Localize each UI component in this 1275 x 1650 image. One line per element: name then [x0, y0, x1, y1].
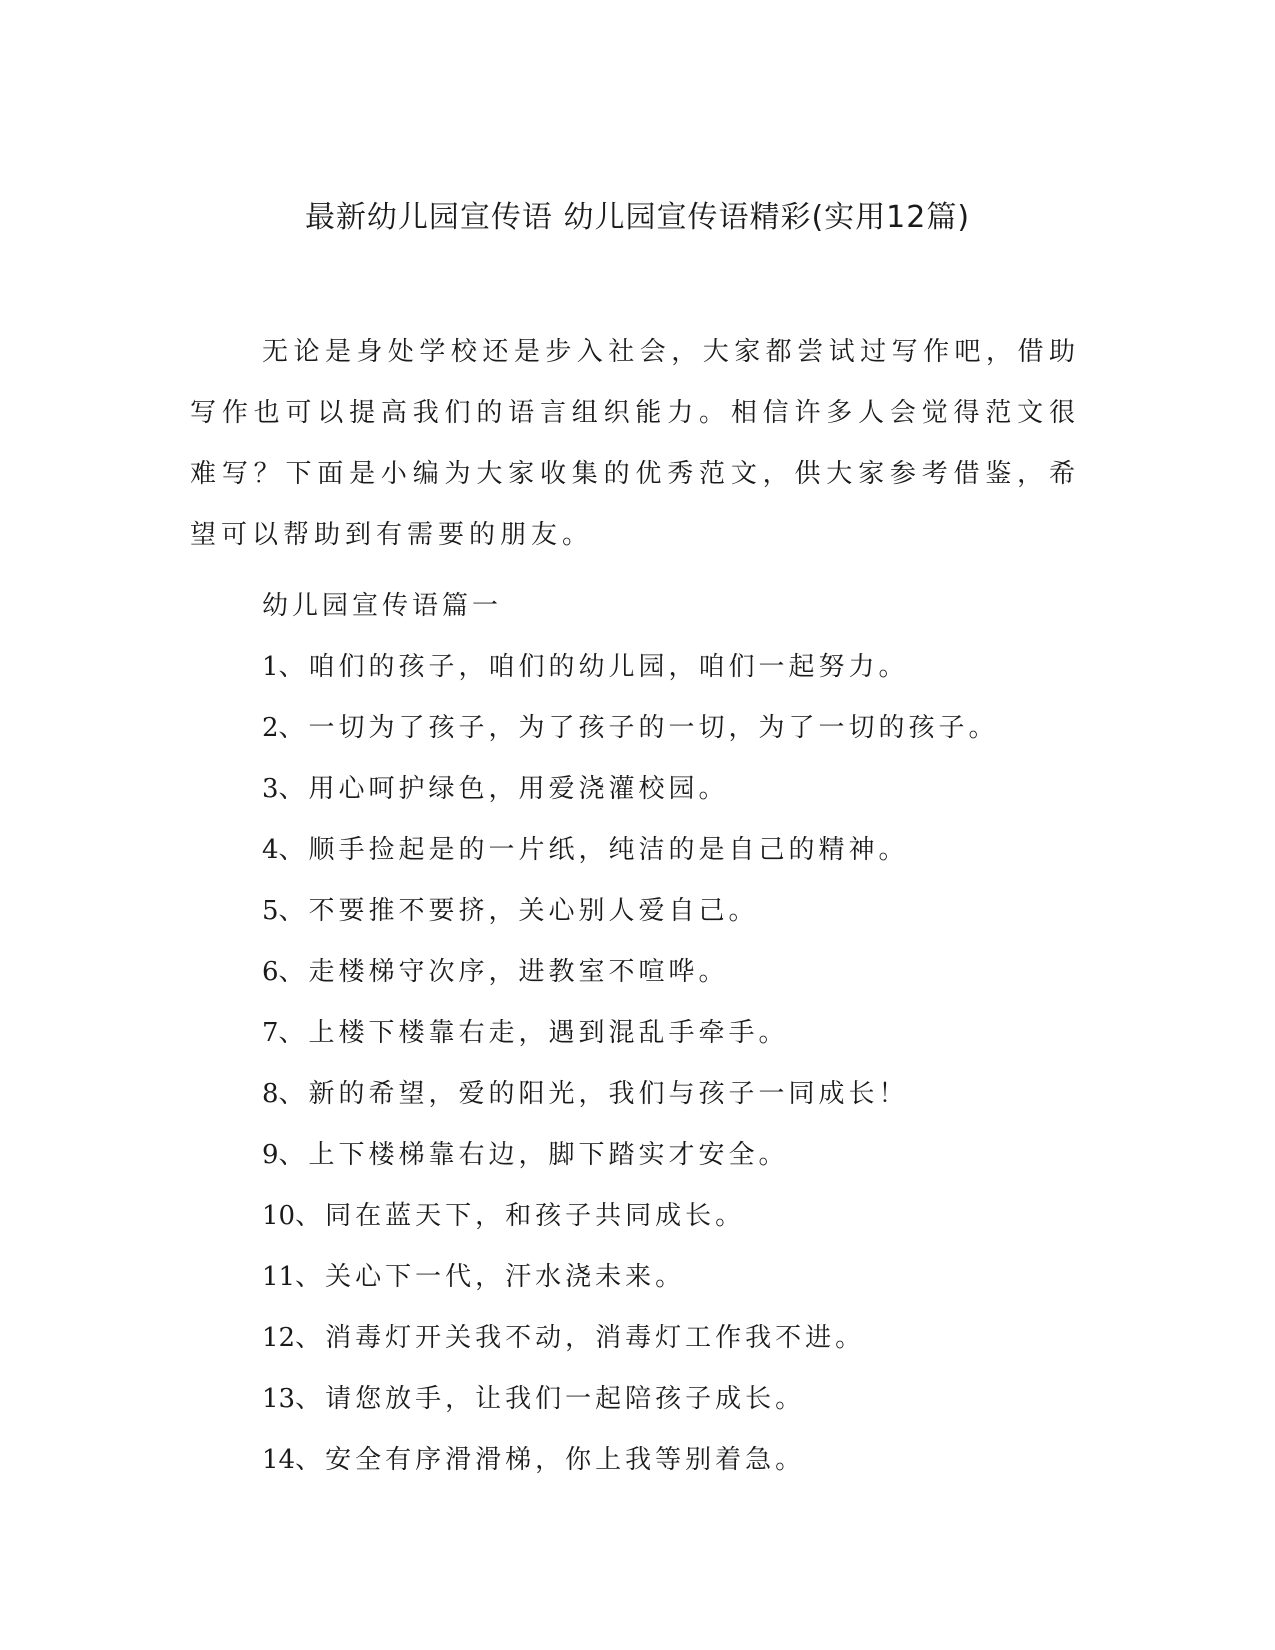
item-text: 、请您放手，让我们一起陪孩子成长。	[295, 1384, 806, 1414]
item-number: 3	[262, 774, 279, 804]
item-number: 14	[262, 1445, 296, 1475]
item-number: 8	[262, 1079, 279, 1109]
list-item	[262, 881, 1082, 942]
item-text: 、走楼梯守次序，进教室不喧哗。	[278, 957, 729, 987]
item-number: 1	[262, 652, 279, 682]
item-text: 、用心呵护绿色，用爱浇灌校园。	[278, 774, 729, 804]
list-item	[262, 1369, 1082, 1430]
item-text: 、咱们的孩子，咱们的幼儿园，咱们一起努力。	[278, 652, 909, 682]
list-item	[262, 1064, 1082, 1125]
item-text: 、消毒灯开关我不动，消毒灯工作我不进。	[295, 1323, 866, 1353]
list-item	[262, 1308, 1082, 1369]
list-item	[262, 942, 1082, 1003]
item-text: 、新的希望，爱的阳光，我们与孩子一同成长！	[278, 1079, 909, 1109]
item-number: 12	[262, 1323, 296, 1353]
slogan-list	[262, 637, 1082, 1491]
list-item	[262, 1125, 1082, 1186]
document-title: 最新幼儿园宣传语 幼儿园宣传语精彩(实用12篇)	[304, 200, 971, 235]
item-text: 、上楼下楼靠右走，遇到混乱手牵手。	[278, 1018, 789, 1048]
slogan-section	[262, 576, 1082, 1491]
section-heading: 幼儿园宣传语篇一	[262, 591, 503, 621]
list-item	[262, 1247, 1082, 1308]
item-text: 、同在蓝天下，和孩子共同成长。	[295, 1201, 746, 1231]
item-number: 4	[262, 835, 279, 865]
item-number: 10	[262, 1201, 296, 1231]
intro-paragraph: 无论是身处学校还是步入社会，大家都尝试过写作吧，借助写作也可以提高我们的语言组织能力。相信许多人会觉得范文很难写？下面是小编为大家收集的优秀范文，供大家参考借鉴，希望可以帮助到有需要的朋友。	[190, 337, 1080, 550]
item-text: 、安全有序滑滑梯，你上我等别着急。	[295, 1445, 806, 1475]
list-item	[262, 1186, 1082, 1247]
list-item	[262, 1430, 1082, 1491]
list-item	[262, 637, 1082, 698]
item-text: 、不要推不要挤，关心别人爱自己。	[278, 896, 759, 926]
item-number: 13	[262, 1384, 296, 1414]
item-text: 、一切为了孩子，为了孩子的一切，为了一切的孩子。	[278, 713, 999, 743]
item-text: 、顺手捡起是的一片纸，纯洁的是自己的精神。	[278, 835, 909, 865]
item-number: 7	[262, 1018, 279, 1048]
item-number: 6	[262, 957, 279, 987]
item-number: 5	[262, 896, 279, 926]
list-item	[262, 698, 1082, 759]
list-item	[262, 1003, 1082, 1064]
item-number: 11	[262, 1262, 296, 1292]
item-number: 9	[262, 1140, 279, 1170]
item-text: 、上下楼梯靠右边，脚下踏实才安全。	[278, 1140, 789, 1170]
list-item	[262, 820, 1082, 881]
list-item	[262, 759, 1082, 820]
item-text: 、关心下一代，汗水浇未来。	[295, 1262, 686, 1292]
item-number: 2	[262, 713, 279, 743]
